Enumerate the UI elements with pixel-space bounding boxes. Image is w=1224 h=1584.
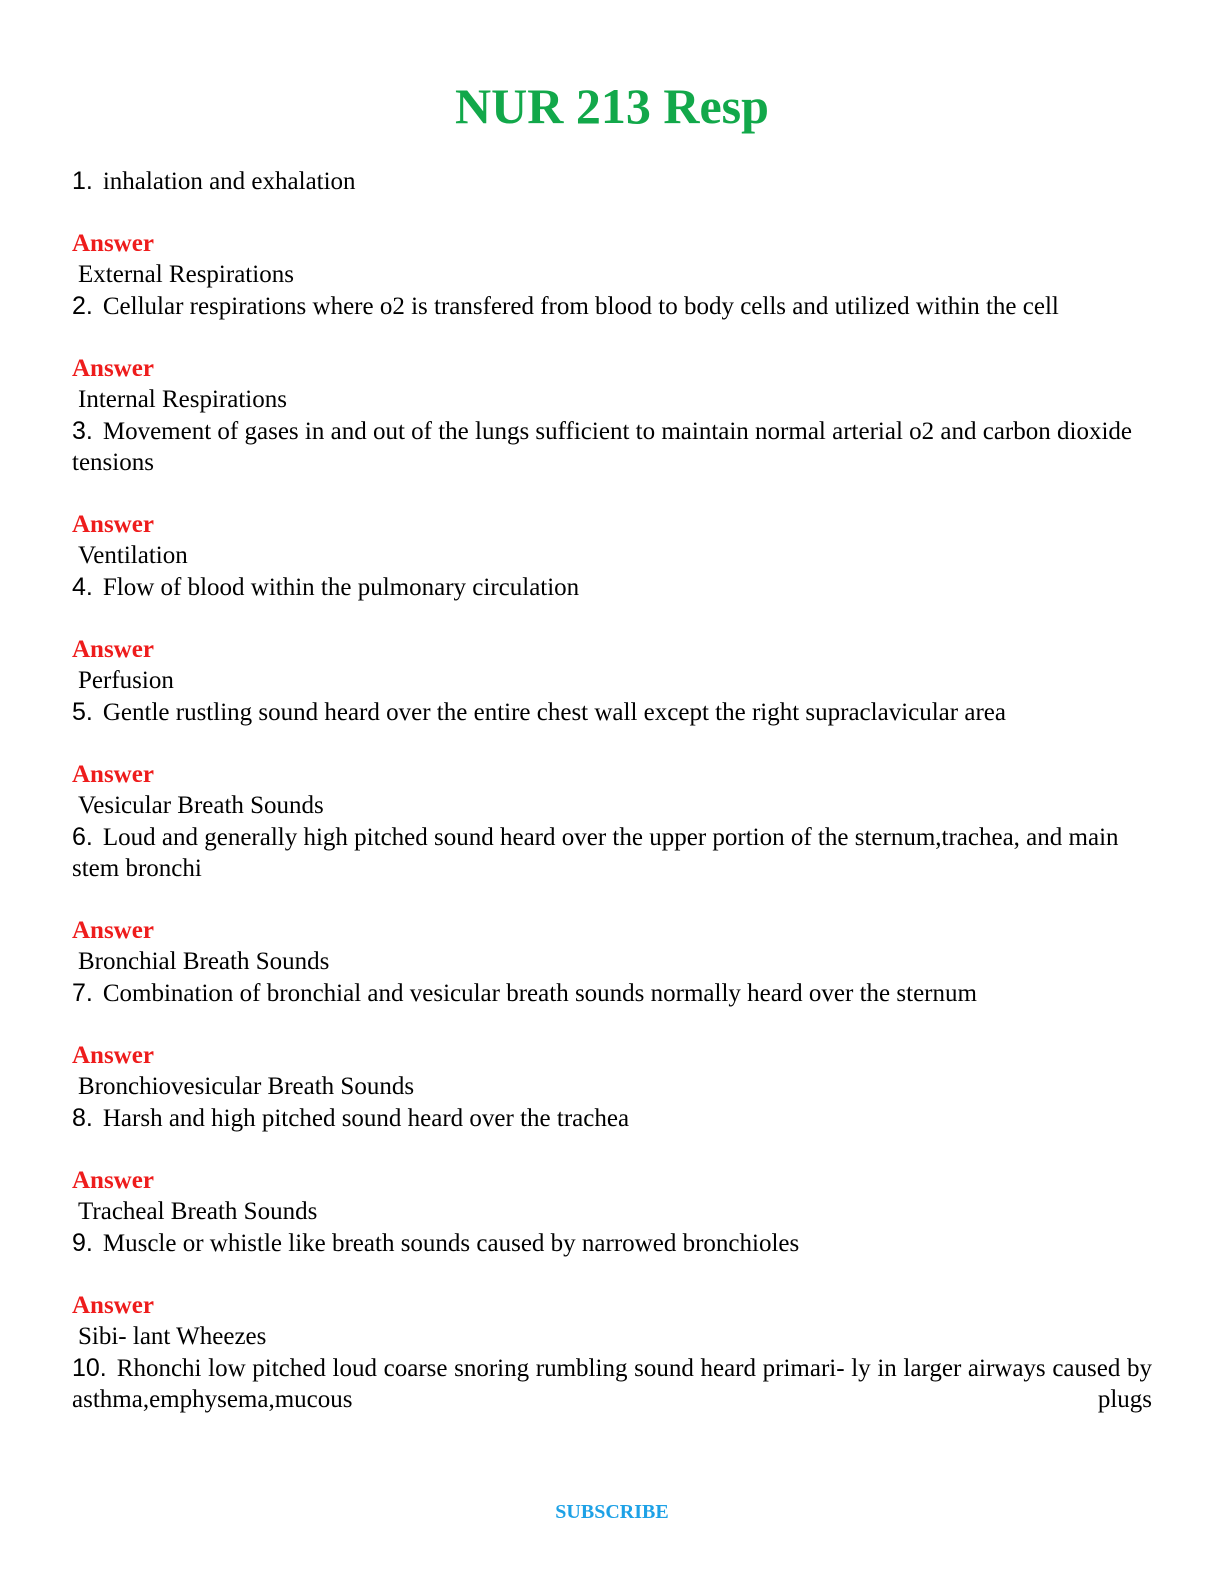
question-text: Loud and generally high pitched sound heard over the upper portion of the sternum,trachea, and main stem bronchi <box>72 824 1119 882</box>
question-text: Harsh and high pitched sound heard over the trachea <box>102 1105 630 1132</box>
answer-label: Answer <box>72 636 154 663</box>
answer-label: Answer <box>72 1167 154 1194</box>
answer-label: Answer <box>72 761 154 788</box>
qa-item <box>72 291 1152 416</box>
question-number: 3. <box>72 417 93 445</box>
answer-text: Vesicular Breath Sounds <box>78 792 324 819</box>
answer-text: Tracheal Breath Sounds <box>78 1198 318 1225</box>
question-number: 9. <box>72 1229 93 1257</box>
qa-item <box>72 1353 1152 1415</box>
answer-label: Answer <box>72 1042 154 1069</box>
qa-item <box>72 1103 1152 1228</box>
question-number: 6. <box>72 823 93 851</box>
qa-item <box>72 416 1152 572</box>
answer-text: Perfusion <box>78 667 174 694</box>
question-text: Combination of bronchial and vesicular breath sounds normally heard over the sternum <box>102 980 977 1007</box>
question <box>72 166 1152 197</box>
question-number: 2. <box>72 292 93 320</box>
question-number: 8. <box>72 1104 93 1132</box>
question-text: Rhonchi low pitched loud coarse snoring rumbling sound heard primari- ly in larger airways caused by asthma,emphysema,mucous plugs <box>72 1355 1152 1413</box>
qa-item <box>72 166 1152 291</box>
qa-item <box>72 697 1152 822</box>
question-text: Movement of gases in and out of the lungs sufficient to maintain normal arterial o2 and carbon dioxide tensions <box>72 418 1132 476</box>
question-number: 7. <box>72 979 93 1007</box>
question <box>72 1228 1152 1259</box>
answer-label: Answer <box>72 511 154 538</box>
answer-text: Ventilation <box>78 542 188 569</box>
answer-text: Internal Respirations <box>78 386 287 413</box>
answer-label: Answer <box>72 1292 154 1319</box>
question-text: Cellular respirations where o2 is transfered from blood to body cells and utilized within the cell <box>102 293 1059 320</box>
question-number: 1. <box>72 167 93 195</box>
answer-text: Bronchiovesicular Breath Sounds <box>78 1073 415 1100</box>
answer-label: Answer <box>72 355 154 382</box>
question <box>72 978 1152 1009</box>
question-text: Flow of blood within the pulmonary circulation <box>102 574 580 601</box>
question <box>72 416 1152 478</box>
subscribe-link[interactable]: SUBSCRIBE <box>555 1501 669 1523</box>
question-text: Gentle rustling sound heard over the entire chest wall except the right supraclavicular area <box>102 699 1006 726</box>
question-text: Muscle or whistle like breath sounds caused by narrowed bronchioles <box>102 1230 800 1257</box>
qa-item <box>72 978 1152 1103</box>
qa-item <box>72 1228 1152 1353</box>
question-number: 10. <box>72 1354 107 1382</box>
answer-text: External Respirations <box>78 261 294 288</box>
question <box>72 291 1152 322</box>
qa-item <box>72 572 1152 697</box>
document-page <box>72 72 1152 1552</box>
qa-item <box>72 822 1152 978</box>
question <box>72 572 1152 603</box>
question-number: 5. <box>72 698 93 726</box>
question <box>72 1103 1152 1134</box>
question <box>72 697 1152 728</box>
question-number: 4. <box>72 573 93 601</box>
question <box>72 822 1152 884</box>
answer-label: Answer <box>72 917 154 944</box>
answer-label: Answer <box>72 230 154 257</box>
question-text: inhalation and exhalation <box>102 168 356 195</box>
page-title: NUR 213 Resp <box>455 78 769 134</box>
qa-list <box>72 166 1152 1415</box>
answer-text: Bronchial Breath Sounds <box>78 948 330 975</box>
question <box>72 1353 1152 1415</box>
answer-text: Sibi- lant Wheezes <box>78 1323 267 1350</box>
